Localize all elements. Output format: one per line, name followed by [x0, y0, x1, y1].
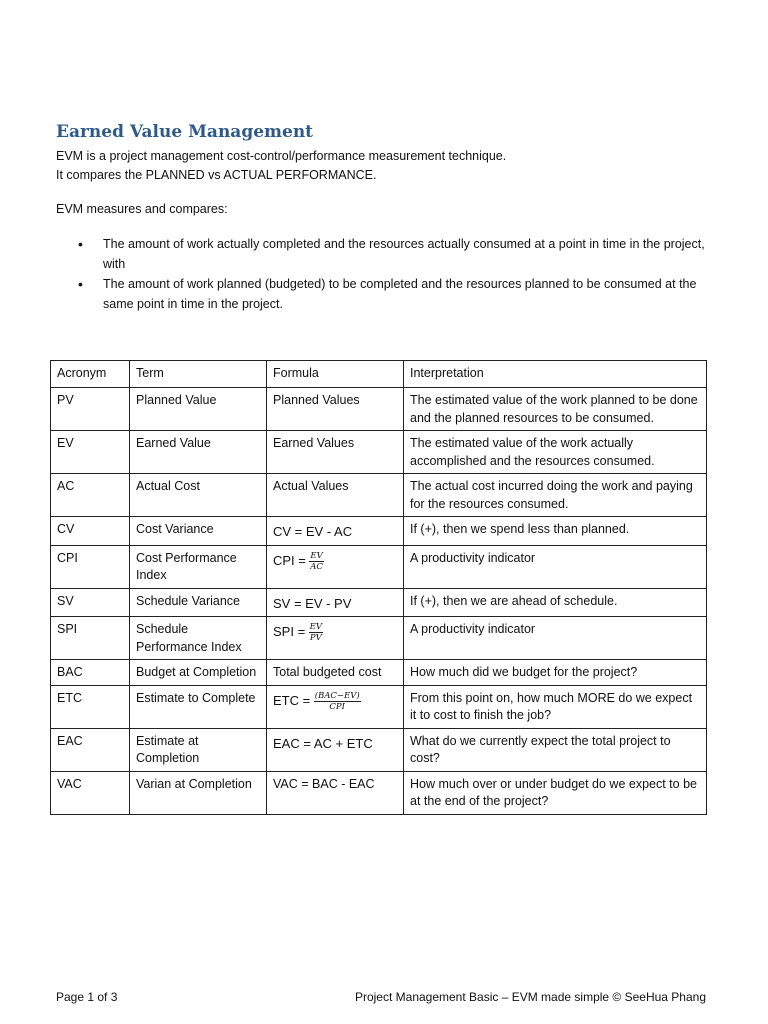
- table-row: [51, 517, 707, 546]
- cell-interpretation: The actual cost incurred doing the work and paying for the resources consumed.: [404, 474, 707, 517]
- cell-term: Estimate to Complete: [130, 685, 267, 728]
- cell-formula: [267, 545, 404, 588]
- header-acronym: Acronym: [51, 361, 130, 388]
- cell-term: Cost Performance Index: [130, 545, 267, 588]
- cell-interpretation: What do we currently expect the total project to cost?: [404, 728, 707, 771]
- fraction: [309, 622, 323, 643]
- fraction-denominator: PV: [309, 633, 322, 644]
- intro-line-1: EVM is a project management cost-control/performance measurement technique.: [56, 149, 507, 163]
- table-header-row: [51, 361, 707, 388]
- header-formula: Formula: [267, 361, 404, 388]
- cell-term: Varian at Completion: [130, 771, 267, 814]
- formula-prefix: SPI =: [273, 624, 306, 639]
- evm-table: [50, 360, 707, 815]
- cell-interpretation: How much over or under budget do we expect to be at the end of the project?: [404, 771, 707, 814]
- cell-acronym: EAC: [51, 728, 130, 771]
- cell-formula: Total budgeted cost: [267, 660, 404, 686]
- header-interpretation: Interpretation: [404, 361, 707, 388]
- cell-acronym: AC: [51, 474, 130, 517]
- cell-interpretation: A productivity indicator: [404, 545, 707, 588]
- cell-formula: Actual Values: [267, 474, 404, 517]
- table-row: [51, 474, 707, 517]
- fraction-numerator: (BAC−EV): [314, 690, 360, 701]
- footer-page-number: Page 1 of 3: [56, 990, 118, 1004]
- cell-acronym: ETC: [51, 685, 130, 728]
- formula-text: SV = EV - PV: [273, 595, 352, 611]
- table-row: [51, 588, 707, 617]
- cell-interpretation: From this point on, how much MORE do we expect it to cost to finish the job?: [404, 685, 707, 728]
- cell-acronym: EV: [51, 431, 130, 474]
- cell-formula: Planned Values: [267, 388, 404, 431]
- cell-formula: [267, 588, 404, 617]
- cell-term: Cost Variance: [130, 517, 267, 546]
- cell-acronym: SPI: [51, 617, 130, 660]
- table-row: [51, 728, 707, 771]
- cell-term: Schedule Performance Index: [130, 617, 267, 660]
- cell-interpretation: A productivity indicator: [404, 617, 707, 660]
- fraction-numerator: EV: [310, 550, 323, 561]
- cell-interpretation: The estimated value of the work actually accomplished and the resources consumed.: [404, 431, 707, 474]
- cell-term: Earned Value: [130, 431, 267, 474]
- table-row: [51, 660, 707, 686]
- fraction: [309, 551, 323, 572]
- cell-formula: VAC = BAC - EAC: [267, 771, 404, 814]
- page-title: Earned Value Management: [56, 122, 314, 142]
- table-row: [51, 545, 707, 588]
- cell-acronym: VAC: [51, 771, 130, 814]
- fraction-numerator: EV: [309, 622, 322, 633]
- cell-term: Schedule Variance: [130, 588, 267, 617]
- cell-formula: [267, 685, 404, 728]
- table-row: [51, 617, 707, 660]
- cell-term: Estimate at Completion: [130, 728, 267, 771]
- header-term: Term: [130, 361, 267, 388]
- bullet-list: [78, 234, 708, 314]
- cell-interpretation: If (+), then we are ahead of schedule.: [404, 588, 707, 617]
- fraction-denominator: AC: [310, 561, 323, 572]
- intro-line-2: It compares the PLANNED vs ACTUAL PERFORMANCE.: [56, 168, 377, 182]
- cell-term: Actual Cost: [130, 474, 267, 517]
- intro-line-3: EVM measures and compares:: [56, 202, 228, 216]
- table-row: [51, 685, 707, 728]
- formula-text: CV = EV - AC: [273, 524, 353, 539]
- cell-formula: [267, 617, 404, 660]
- bullet-item: • The amount of work planned (budgeted) to be completed and the resources planned to be consumed at the same point in time in the project.: [78, 274, 708, 314]
- table-row: [51, 388, 707, 431]
- cell-term: Budget at Completion: [130, 660, 267, 686]
- cell-formula: [267, 728, 404, 771]
- cell-interpretation: The estimated value of the work planned to be done and the planned resources to be consumed.: [404, 388, 707, 431]
- fraction-denominator: CPI: [329, 701, 345, 712]
- cell-interpretation: How much did we budget for the project?: [404, 660, 707, 686]
- bullet-item: • The amount of work actually completed and the resources actually consumed at a point in time in the project, with: [78, 234, 708, 274]
- cell-formula: Earned Values: [267, 431, 404, 474]
- formula-prefix: ETC =: [273, 692, 311, 708]
- cell-acronym: CPI: [51, 545, 130, 588]
- fraction: [314, 691, 361, 712]
- cell-acronym: SV: [51, 588, 130, 617]
- formula-prefix: CPI =: [273, 552, 306, 568]
- table-row: [51, 431, 707, 474]
- cell-acronym: CV: [51, 517, 130, 546]
- cell-acronym: PV: [51, 388, 130, 431]
- cell-acronym: BAC: [51, 660, 130, 686]
- cell-term: Planned Value: [130, 388, 267, 431]
- table-row: [51, 771, 707, 814]
- formula-text: EAC = AC + ETC: [273, 735, 373, 751]
- cell-formula: [267, 517, 404, 546]
- footer-credit: Project Management Basic – EVM made simple © SeeHua Phang: [354, 990, 706, 1004]
- cell-interpretation: If (+), then we spend less than planned.: [404, 517, 707, 546]
